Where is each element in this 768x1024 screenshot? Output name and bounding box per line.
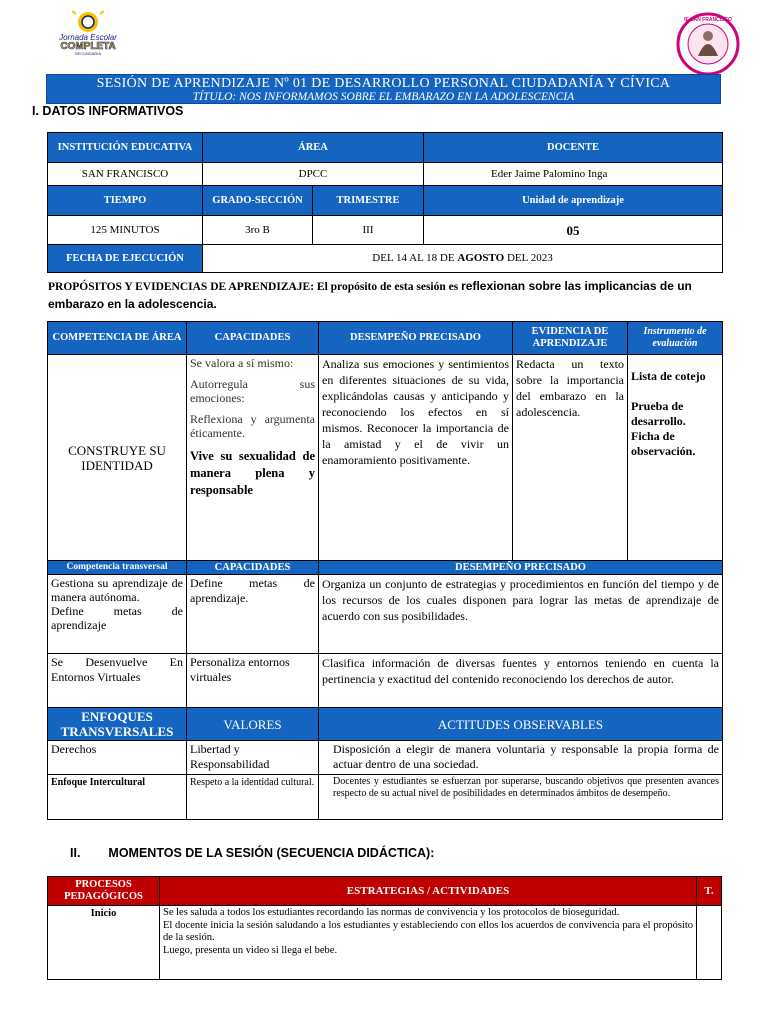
- comp-transversal-2: Se Desenvuelve En Entornos Virtuales: [48, 654, 187, 708]
- enfoques-table: [47, 707, 723, 820]
- header-evidencia: EVIDENCIA DE APRENDIZAJE: [513, 322, 628, 355]
- school-seal-logo: [676, 12, 740, 76]
- header-fecha: FECHA DE EJECUCIÓN: [48, 245, 203, 273]
- svg-text:IE SAN FRANCISCO: IE SAN FRANCISCO: [684, 17, 732, 23]
- desempeno-value: Analiza sus emociones y sentimientos en diferentes situaciones de su vida, explicándolas causas y anticipando y reconociendo los efectos en sí mismos. Reconocer la importancia de la amistad y el de vivir un enamoramiento positivamente.: [319, 355, 513, 561]
- capacidad-4: Vive su sexualidad de manera plena y responsable: [190, 449, 315, 497]
- header-institucion: INSTITUCIÓN EDUCATIVA: [48, 133, 203, 163]
- header-docente: DOCENTE: [424, 133, 723, 163]
- svg-text:SECUNDARIA: SECUNDARIA: [74, 51, 102, 56]
- actitud-1: Disposición a elegir de manera voluntaria y responsable la propia forma de actuar dentro de una sociedad.: [319, 741, 723, 775]
- section-datos-informativos: I. DATOS INFORMATIVOS: [32, 104, 184, 118]
- header-capacidades: CAPACIDADES: [187, 322, 319, 355]
- instrumento-2: Prueba de desarrollo.: [631, 399, 686, 428]
- inicio-paragraph-2: El docente inicia la sesión saludando a los estudiantes y estableciendo con ellos los acuerdos de convivencia para el propósito de la sesión.: [163, 919, 693, 943]
- session-title-box: [46, 74, 721, 104]
- svg-text:Jornada Escolar: Jornada Escolar: [59, 33, 117, 42]
- cap-transversal-1: Define metas de aprendizaje.: [187, 575, 319, 654]
- proceso-inicio: Inicio: [48, 906, 160, 980]
- valor-2: Respeto a la identidad cultural.: [187, 775, 319, 820]
- unidad-value: 05: [424, 216, 723, 245]
- section-momentos: II. MOMENTOS DE LA SESIÓN (SECUENCIA DIDÁCTICA):: [70, 846, 435, 860]
- valor-1: Libertad y Responsabilidad: [187, 741, 319, 775]
- comp-transversal-1: Gestiona su aprendizaje de manera autónoma.: [51, 576, 183, 604]
- desemp-transversal-2: Clasifica información de diversas fuentes y entornos teniendo en cuenta la pertinencia y exactitud del contenido reconociendo los derechos de autor.: [319, 654, 723, 708]
- enfoque-2: Enfoque Intercultural: [48, 775, 187, 820]
- jornada-escolar-completa-logo: [50, 10, 126, 56]
- header-estrategias: ESTRATEGIAS / ACTIVIDADES: [160, 877, 697, 906]
- tiempo-inicio: [697, 906, 722, 980]
- header-actitudes: ACTITUDES OBSERVABLES: [319, 708, 723, 741]
- desemp-transversal-1: Organiza un conjunto de estrategias y procedimientos en función del tiempo y de los recursos de los cuales disponen para lograr las metas de aprendizaje de acuerdo con sus posibilidades.: [319, 575, 723, 654]
- header-competencia: COMPETENCIA DE ÁREA: [48, 322, 187, 355]
- header-procesos: PROCESOS PEDAGÓGICOS: [48, 877, 160, 906]
- header-capacidades-trans: CAPACIDADES: [187, 561, 319, 575]
- institucion-value: SAN FRANCISCO: [48, 163, 203, 186]
- grado-value: 3ro B: [203, 216, 313, 245]
- header-unidad: Unidad de aprendizaje: [424, 186, 723, 216]
- session-subtitle: TÍTULO: NOS INFORMAMOS SOBRE EL EMBARAZO EN LA ADOLESCENCIA: [192, 91, 575, 103]
- enfoque-1: Derechos: [48, 741, 187, 775]
- competencia-value: CONSTRUYE SU IDENTIDAD: [48, 355, 187, 561]
- header-valores: VALORES: [187, 708, 319, 741]
- datos-table: [47, 132, 723, 273]
- instrumento-1: Lista de cotejo: [631, 369, 706, 383]
- header-trimestre: TRIMESTRE: [313, 186, 424, 216]
- fecha-value: DEL 14 AL 18 DE AGOSTO DEL 2023: [203, 245, 723, 273]
- header-enfoques: ENFOQUES TRANSVERSALES: [48, 708, 187, 741]
- area-value: DPCC: [203, 163, 424, 186]
- evidencia-value: Redacta un texto sobre la importancia del embarazo en la adolescencia.: [513, 355, 628, 561]
- proposito-text: PROPÓSITOS Y EVIDENCIAS DE APRENDIZAJE: El propósito de esta sesión es reflexionan sobre las implicancias de un embarazo en la adolescencia.: [48, 279, 692, 311]
- header-desempeno: DESEMPEÑO PRECISADO: [319, 322, 513, 355]
- header-desempeno-trans: DESEMPEÑO PRECISADO: [319, 561, 723, 575]
- competencias-table: [47, 321, 723, 561]
- trimestre-value: III: [313, 216, 424, 245]
- inicio-paragraph-1: Se les saluda a todos los estudiantes recordando las normas de convivencia y los protocolos de bioseguridad.: [163, 907, 620, 918]
- capacidad-1: Se valora a sí mismo:: [190, 356, 294, 370]
- header-area: ÁREA: [203, 133, 424, 163]
- tiempo-value: 125 MINUTOS: [48, 216, 203, 245]
- capacidad-2: Autorregula sus emociones:: [190, 377, 315, 405]
- transversal-table: Competencia transversal CAPACIDADES DESEMPEÑO PRECISADO Gestiona su aprendizaje de manera autónoma. Define metas de aprendizaje Define metas de aprendizaje. Organiza un conjunto de estrategias y procedimientos en función del tiempo y de los recursos de los cuales disponen para lograr las metas de aprendizaje de acuerdo con sus posibilidades. Se Desenvuelve En Entornos Virtuales Personaliza entornos virtuales Clasifica información de diversas fuentes y entornos teniendo en cuenta la pertinencia y exactitud del contenido reconociendo los derechos de autor.: [47, 560, 723, 708]
- svg-text:COMPLETA: COMPLETA: [60, 41, 116, 52]
- header-comp-transversal: Competencia transversal: [48, 561, 187, 575]
- header-tiempo-t: T.: [697, 877, 722, 906]
- header-instrumento: Instrumento de evaluación: [628, 322, 723, 355]
- instrumento-3: Ficha de observación.: [631, 429, 696, 458]
- header-grado: GRADO-SECCIÓN: [203, 186, 313, 216]
- inicio-paragraph-3: Luego, presenta un video si llega el bebe.: [163, 944, 338, 956]
- session-title: SESIÓN DE APRENDIZAJE Nº 01 DE DESARROLLO PERSONAL CIUDADANÍA Y CÍVICA: [96, 76, 671, 91]
- docente-value: Eder Jaime Palomino Inga: [424, 163, 723, 186]
- actitud-2: Docentes y estudiantes se esfuerzan por superarse, buscando objetivos que presenten avances respecto de su actual nivel de posibilidades en determinados ámbitos de desempeño.: [319, 775, 723, 820]
- capacidad-3: Reflexiona y argumenta éticamente.: [190, 412, 315, 440]
- header-tiempo: TIEMPO: [48, 186, 203, 216]
- momentos-table: [47, 876, 722, 980]
- cap-transversal-2: Personaliza entornos virtuales: [187, 654, 319, 708]
